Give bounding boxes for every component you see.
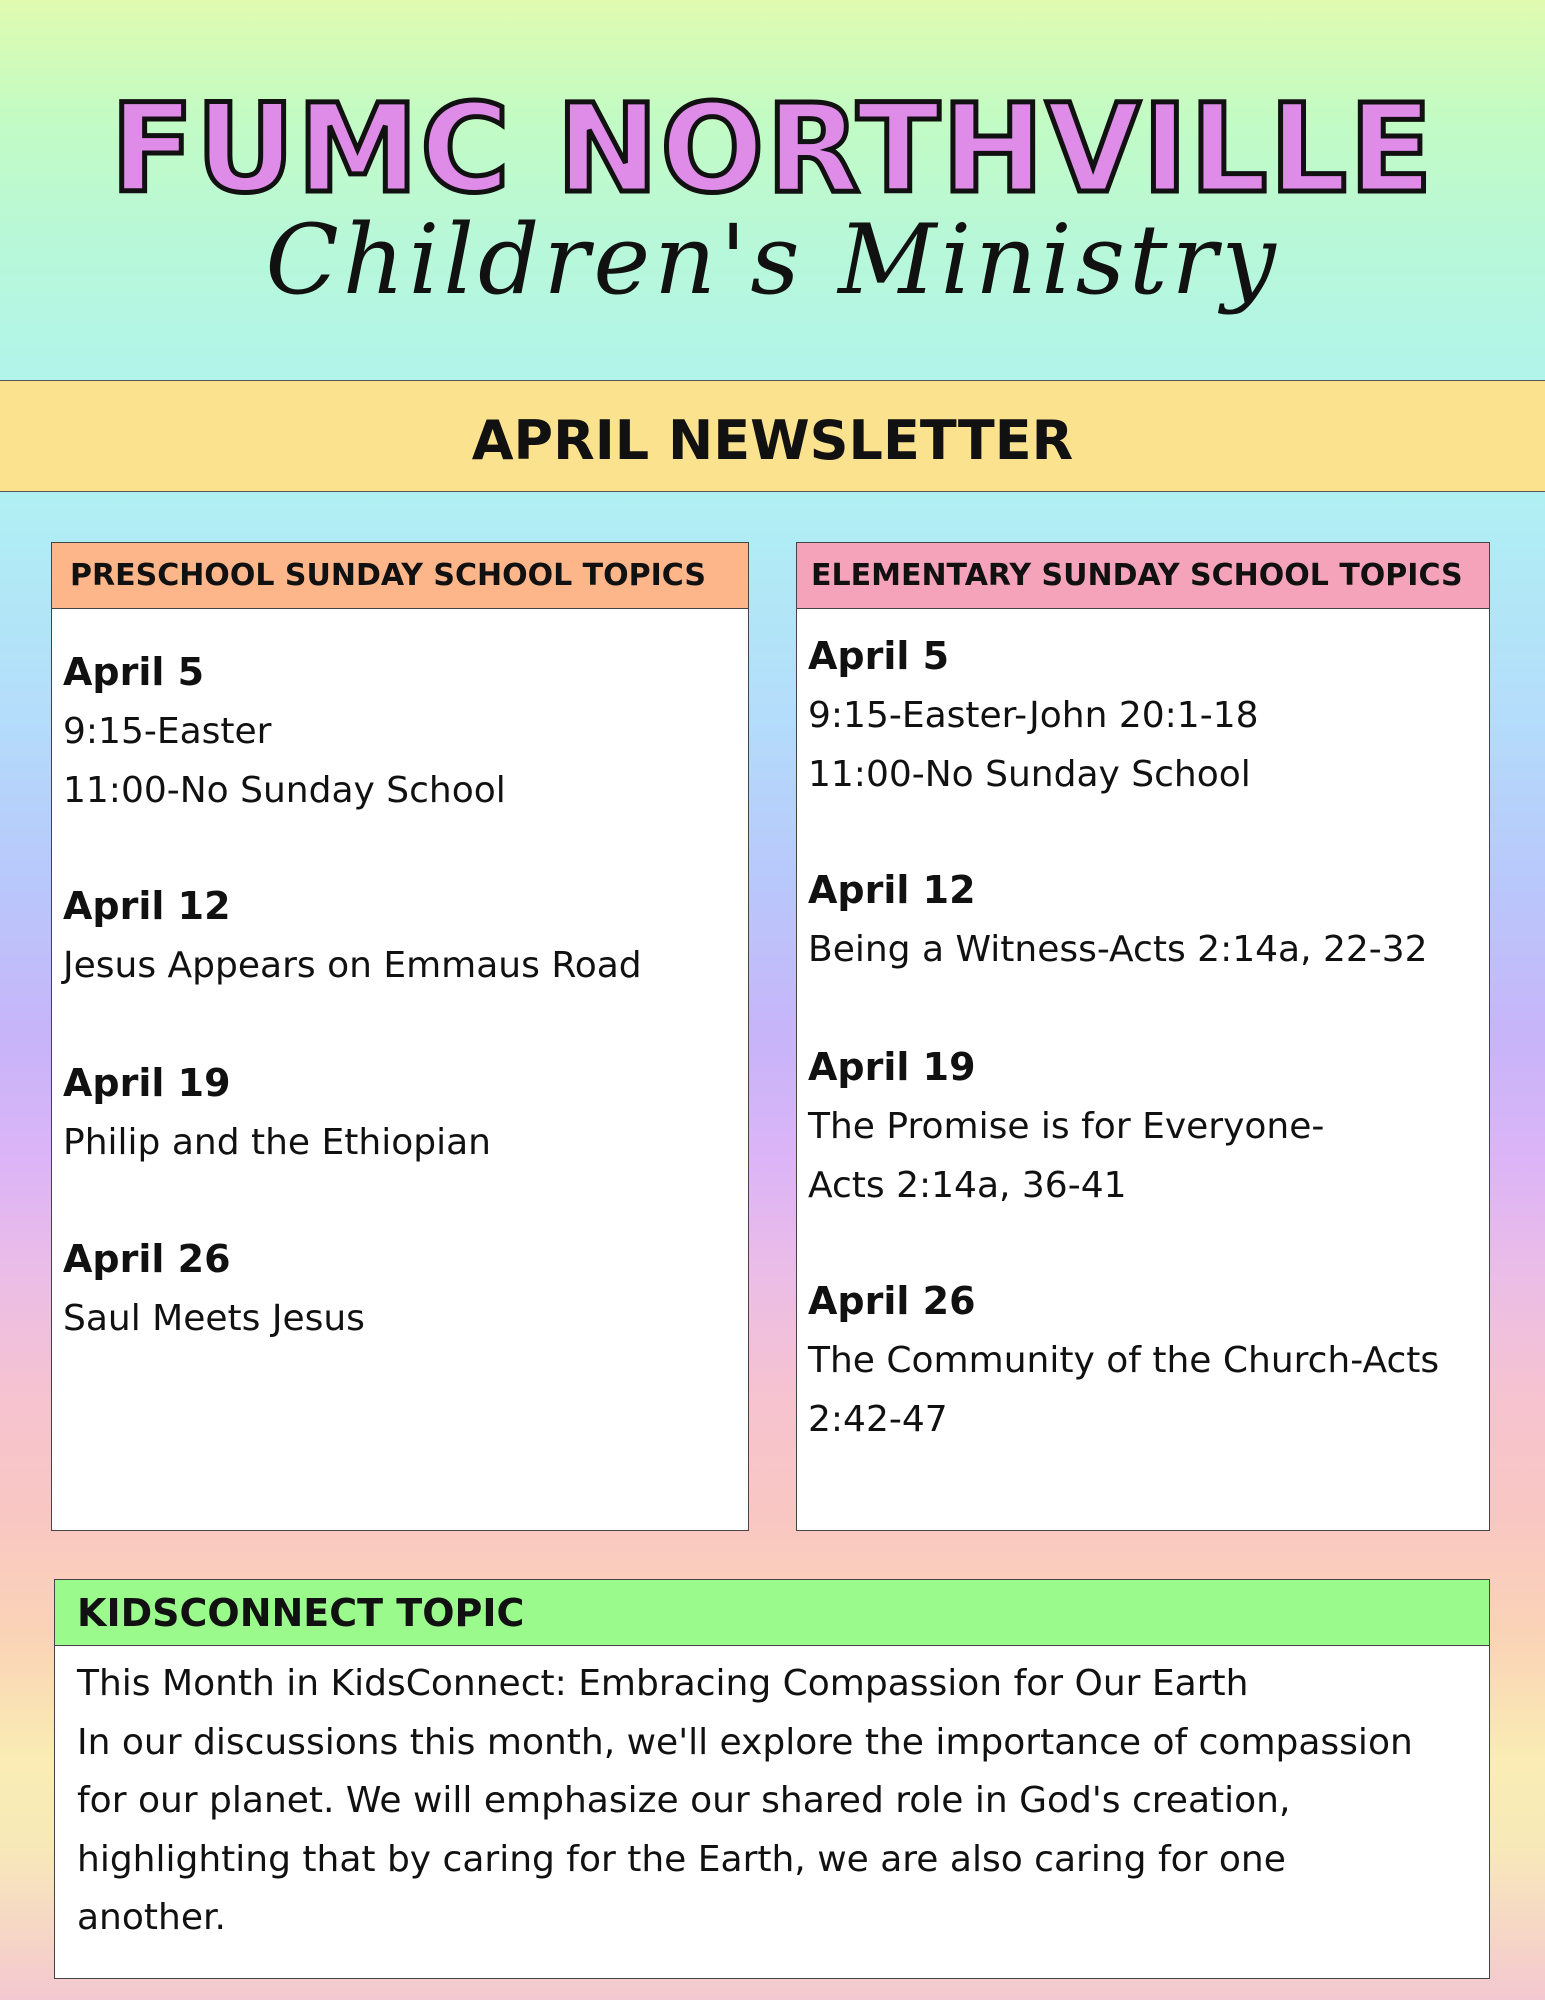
topic-date: April 12 xyxy=(808,868,976,912)
kidsconnect-line: This Month in KidsConnect: Embracing Compassion for Our Earth xyxy=(77,1663,1249,1704)
list-item xyxy=(808,627,1259,804)
banner-text: APRIL NEWSLETTER xyxy=(471,409,1074,472)
elementary-heading: ELEMENTARY SUNDAY SCHOOL TOPICS xyxy=(797,543,1489,609)
topic-line: 11:00-No Sunday School xyxy=(63,770,506,811)
topic-date: April 26 xyxy=(63,1237,231,1281)
kidsconnect-line: highlighting that by caring for the Earth, we are also caring for one xyxy=(77,1838,1286,1880)
kidsconnect-heading: KIDSCONNECT TOPIC xyxy=(55,1580,1489,1646)
topic-date: April 5 xyxy=(63,650,205,694)
topic-date: April 12 xyxy=(63,884,231,928)
topic-line: Being a Witness-Acts 2:14a, 22-32 xyxy=(808,929,1428,970)
month-banner xyxy=(0,380,1545,492)
topic-line: 9:15-Easter-John 20:1-18 xyxy=(808,695,1259,736)
topic-date: April 26 xyxy=(808,1279,976,1323)
topic-line: Acts 2:14a, 36-41 xyxy=(808,1165,1127,1206)
kidsconnect-line: In our discussions this month, we'll explore the importance of compassion xyxy=(77,1721,1413,1763)
preschool-topics-box xyxy=(51,542,749,1531)
topic-line: The Community of the Church-Acts xyxy=(808,1340,1440,1381)
list-item xyxy=(63,1054,491,1172)
elementary-topics-box xyxy=(796,542,1490,1531)
newsletter-subtitle: Children's Ministry xyxy=(265,204,1280,316)
topic-line: Philip and the Ethiopian xyxy=(63,1122,491,1163)
list-item xyxy=(63,1230,365,1348)
kidsconnect-line: for our planet. We will emphasize our shared role in God's creation, xyxy=(77,1780,1291,1821)
topic-date: April 19 xyxy=(63,1061,231,1105)
kidsconnect-line: another. xyxy=(77,1897,226,1938)
list-item xyxy=(808,861,1428,979)
list-item xyxy=(808,1272,1439,1449)
newsletter-title: FUMC NORTHVILLE xyxy=(110,78,1435,220)
topic-line: The Promise is for Everyone- xyxy=(808,1106,1325,1147)
topic-date: April 5 xyxy=(808,634,950,678)
preschool-heading: PRESCHOOL SUNDAY SCHOOL TOPICS xyxy=(52,543,748,609)
topic-line: Jesus Appears on Emmaus Road xyxy=(63,945,642,986)
kidsconnect-box xyxy=(54,1579,1490,1979)
topic-line: 9:15-Easter xyxy=(63,711,272,752)
kidsconnect-body xyxy=(77,1655,1477,1948)
list-item xyxy=(63,877,642,995)
topic-line: 11:00-No Sunday School xyxy=(808,754,1251,795)
list-item xyxy=(808,1038,1324,1215)
topic-date: April 19 xyxy=(808,1045,976,1089)
topic-line: Saul Meets Jesus xyxy=(63,1298,365,1339)
list-item xyxy=(63,643,506,820)
topic-line: 2:42-47 xyxy=(808,1399,948,1440)
